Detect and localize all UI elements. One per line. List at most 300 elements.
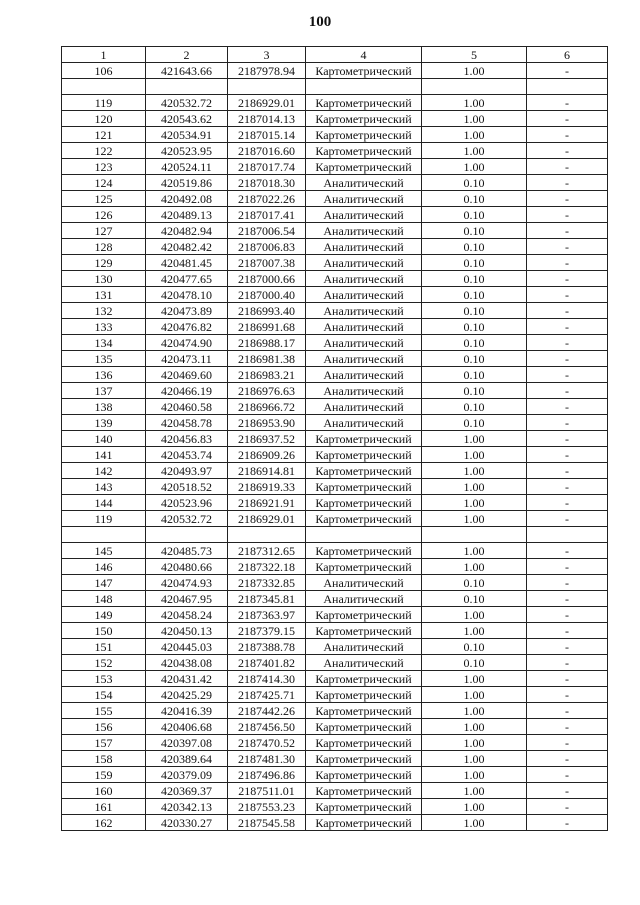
column-header: 3 (228, 47, 306, 63)
accuracy-cell: 0.10 (422, 287, 527, 303)
point-number-cell: 140 (62, 431, 146, 447)
method-cell: Картометрический (306, 63, 422, 79)
x-coordinate-cell: 420473.11 (146, 351, 228, 367)
note-cell: - (527, 655, 608, 671)
y-coordinate-cell: 2187456.50 (228, 719, 306, 735)
point-number-cell: 136 (62, 367, 146, 383)
x-coordinate-cell: 420425.29 (146, 687, 228, 703)
y-coordinate-cell (228, 527, 306, 543)
accuracy-cell: 0.10 (422, 351, 527, 367)
table-row (62, 351, 608, 367)
accuracy-cell: 1.00 (422, 687, 527, 703)
note-cell: - (527, 623, 608, 639)
point-number-cell: 142 (62, 463, 146, 479)
y-coordinate-cell: 2187511.01 (228, 783, 306, 799)
y-coordinate-cell: 2187978.94 (228, 63, 306, 79)
accuracy-cell: 1.00 (422, 671, 527, 687)
note-cell (527, 527, 608, 543)
note-cell: - (527, 303, 608, 319)
x-coordinate-cell: 420460.58 (146, 399, 228, 415)
method-cell: Картометрический (306, 511, 422, 527)
point-number-cell: 127 (62, 223, 146, 239)
y-coordinate-cell: 2187017.74 (228, 159, 306, 175)
accuracy-cell: 0.10 (422, 255, 527, 271)
point-number-cell: 144 (62, 495, 146, 511)
table-row (62, 207, 608, 223)
accuracy-cell: 1.00 (422, 623, 527, 639)
point-number-cell: 125 (62, 191, 146, 207)
x-coordinate-cell: 420493.97 (146, 463, 228, 479)
table-row (62, 671, 608, 687)
note-cell: - (527, 495, 608, 511)
accuracy-cell: 1.00 (422, 431, 527, 447)
method-cell: Картометрический (306, 719, 422, 735)
y-coordinate-cell: 2187545.58 (228, 815, 306, 831)
method-cell: Аналитический (306, 319, 422, 335)
table-row (62, 559, 608, 575)
accuracy-cell: 1.00 (422, 703, 527, 719)
table-row (62, 719, 608, 735)
note-cell: - (527, 207, 608, 223)
accuracy-cell: 1.00 (422, 735, 527, 751)
table-row (62, 623, 608, 639)
x-coordinate-cell: 420416.39 (146, 703, 228, 719)
note-cell: - (527, 639, 608, 655)
y-coordinate-cell: 2186937.52 (228, 431, 306, 447)
x-coordinate-cell: 420379.09 (146, 767, 228, 783)
x-coordinate-cell: 420369.37 (146, 783, 228, 799)
accuracy-cell: 1.00 (422, 607, 527, 623)
y-coordinate-cell: 2187442.26 (228, 703, 306, 719)
x-coordinate-cell: 420474.90 (146, 335, 228, 351)
note-cell: - (527, 799, 608, 815)
note-cell: - (527, 111, 608, 127)
note-cell: - (527, 351, 608, 367)
point-number-cell: 126 (62, 207, 146, 223)
x-coordinate-cell: 420473.89 (146, 303, 228, 319)
y-coordinate-cell: 2187016.60 (228, 143, 306, 159)
note-cell: - (527, 543, 608, 559)
method-cell: Аналитический (306, 655, 422, 671)
accuracy-cell: 1.00 (422, 511, 527, 527)
method-cell: Аналитический (306, 399, 422, 415)
x-coordinate-cell: 420482.42 (146, 239, 228, 255)
note-cell: - (527, 159, 608, 175)
point-number-cell: 129 (62, 255, 146, 271)
y-coordinate-cell: 2187496.86 (228, 767, 306, 783)
method-cell: Аналитический (306, 255, 422, 271)
point-number-cell: 123 (62, 159, 146, 175)
accuracy-cell: 1.00 (422, 751, 527, 767)
method-cell: Аналитический (306, 639, 422, 655)
point-number-cell: 139 (62, 415, 146, 431)
x-coordinate-cell: 420330.27 (146, 815, 228, 831)
x-coordinate-cell: 420476.82 (146, 319, 228, 335)
method-cell: Картометрический (306, 447, 422, 463)
point-number-cell: 145 (62, 543, 146, 559)
point-number-cell: 138 (62, 399, 146, 415)
point-number-cell: 137 (62, 383, 146, 399)
table-row (62, 367, 608, 383)
point-number-cell: 119 (62, 95, 146, 111)
note-cell: - (527, 671, 608, 687)
note-cell: - (527, 463, 608, 479)
y-coordinate-cell: 2187014.13 (228, 111, 306, 127)
accuracy-cell: 1.00 (422, 127, 527, 143)
x-coordinate-cell: 420389.64 (146, 751, 228, 767)
y-coordinate-cell: 2187007.38 (228, 255, 306, 271)
point-number-cell: 141 (62, 447, 146, 463)
x-coordinate-cell: 420342.13 (146, 799, 228, 815)
table-row (62, 319, 608, 335)
table-row (62, 127, 608, 143)
method-cell: Картометрический (306, 111, 422, 127)
note-cell: - (527, 783, 608, 799)
table-row (62, 511, 608, 527)
x-coordinate-cell: 420445.03 (146, 639, 228, 655)
note-cell: - (527, 399, 608, 415)
accuracy-cell: 1.00 (422, 719, 527, 735)
table-row (62, 783, 608, 799)
method-cell: Аналитический (306, 367, 422, 383)
note-cell: - (527, 223, 608, 239)
table-row (62, 751, 608, 767)
y-coordinate-cell (228, 79, 306, 95)
accuracy-cell: 1.00 (422, 463, 527, 479)
method-cell: Картометрический (306, 751, 422, 767)
x-coordinate-cell: 420482.94 (146, 223, 228, 239)
method-cell: Аналитический (306, 303, 422, 319)
y-coordinate-cell: 2187000.66 (228, 271, 306, 287)
note-cell: - (527, 287, 608, 303)
accuracy-cell: 0.10 (422, 239, 527, 255)
table-row (62, 703, 608, 719)
x-coordinate-cell: 420450.13 (146, 623, 228, 639)
y-coordinate-cell: 2187379.15 (228, 623, 306, 639)
table-row (62, 159, 608, 175)
accuracy-cell: 0.10 (422, 175, 527, 191)
y-coordinate-cell: 2187553.23 (228, 799, 306, 815)
y-coordinate-cell: 2187363.97 (228, 607, 306, 623)
column-header: 6 (527, 47, 608, 63)
point-number-cell: 160 (62, 783, 146, 799)
x-coordinate-cell: 420478.10 (146, 287, 228, 303)
method-cell: Картометрический (306, 687, 422, 703)
note-cell: - (527, 335, 608, 351)
accuracy-cell: 0.10 (422, 383, 527, 399)
y-coordinate-cell: 2186921.91 (228, 495, 306, 511)
point-number-cell (62, 79, 146, 95)
method-cell: Картометрический (306, 671, 422, 687)
method-cell: Картометрический (306, 799, 422, 815)
accuracy-cell: 1.00 (422, 559, 527, 575)
table-row (62, 399, 608, 415)
table-row (62, 495, 608, 511)
method-cell: Картометрический (306, 543, 422, 559)
table-row (62, 607, 608, 623)
y-coordinate-cell: 2187470.52 (228, 735, 306, 751)
method-cell: Картометрический (306, 623, 422, 639)
x-coordinate-cell: 420406.68 (146, 719, 228, 735)
accuracy-cell (422, 79, 527, 95)
note-cell: - (527, 575, 608, 591)
x-coordinate-cell: 420534.91 (146, 127, 228, 143)
accuracy-cell: 1.00 (422, 799, 527, 815)
y-coordinate-cell: 2186914.81 (228, 463, 306, 479)
table-row (62, 543, 608, 559)
point-number-cell: 148 (62, 591, 146, 607)
method-cell: Аналитический (306, 575, 422, 591)
accuracy-cell: 1.00 (422, 63, 527, 79)
table-row (62, 175, 608, 191)
method-cell: Аналитический (306, 271, 422, 287)
point-number-cell: 155 (62, 703, 146, 719)
y-coordinate-cell: 2187481.30 (228, 751, 306, 767)
table-row (62, 767, 608, 783)
note-cell: - (527, 591, 608, 607)
accuracy-cell: 0.10 (422, 399, 527, 415)
table-body (62, 63, 608, 831)
x-coordinate-cell (146, 527, 228, 543)
y-coordinate-cell: 2187015.14 (228, 127, 306, 143)
x-coordinate-cell: 420397.08 (146, 735, 228, 751)
x-coordinate-cell: 420532.72 (146, 95, 228, 111)
method-cell: Картометрический (306, 127, 422, 143)
method-cell: Аналитический (306, 175, 422, 191)
note-cell: - (527, 415, 608, 431)
note-cell: - (527, 751, 608, 767)
accuracy-cell: 1.00 (422, 815, 527, 831)
accuracy-cell: 1.00 (422, 159, 527, 175)
method-cell: Аналитический (306, 415, 422, 431)
table-row (62, 239, 608, 255)
table-row (62, 687, 608, 703)
point-number-cell: 143 (62, 479, 146, 495)
accuracy-cell: 0.10 (422, 271, 527, 287)
y-coordinate-cell: 2186981.38 (228, 351, 306, 367)
x-coordinate-cell: 420489.13 (146, 207, 228, 223)
y-coordinate-cell: 2186929.01 (228, 511, 306, 527)
method-cell: Картометрический (306, 735, 422, 751)
table-row (62, 63, 608, 79)
table-row (62, 255, 608, 271)
column-header: 1 (62, 47, 146, 63)
point-number-cell: 121 (62, 127, 146, 143)
table-row (62, 111, 608, 127)
column-header: 2 (146, 47, 228, 63)
y-coordinate-cell: 2187388.78 (228, 639, 306, 655)
accuracy-cell: 0.10 (422, 367, 527, 383)
note-cell: - (527, 255, 608, 271)
table-row (62, 479, 608, 495)
method-cell: Аналитический (306, 207, 422, 223)
y-coordinate-cell: 2186976.63 (228, 383, 306, 399)
accuracy-cell: 0.10 (422, 575, 527, 591)
accuracy-cell: 1.00 (422, 543, 527, 559)
table-header (62, 47, 608, 63)
note-cell: - (527, 431, 608, 447)
y-coordinate-cell: 2187322.18 (228, 559, 306, 575)
point-number-cell: 120 (62, 111, 146, 127)
note-cell: - (527, 319, 608, 335)
x-coordinate-cell: 420431.42 (146, 671, 228, 687)
table-row (62, 639, 608, 655)
method-cell: Картометрический (306, 431, 422, 447)
point-number-cell: 152 (62, 655, 146, 671)
table-row (62, 463, 608, 479)
note-cell: - (527, 271, 608, 287)
table-row (62, 303, 608, 319)
accuracy-cell: 0.10 (422, 415, 527, 431)
page-number: 100 (308, 14, 332, 30)
accuracy-cell: 1.00 (422, 479, 527, 495)
point-number-cell: 150 (62, 623, 146, 639)
method-cell: Картометрический (306, 703, 422, 719)
table-row (62, 287, 608, 303)
point-number-cell: 106 (62, 63, 146, 79)
point-number-cell: 122 (62, 143, 146, 159)
method-cell: Картометрический (306, 479, 422, 495)
accuracy-cell: 1.00 (422, 767, 527, 783)
y-coordinate-cell: 2187414.30 (228, 671, 306, 687)
x-coordinate-cell: 420543.62 (146, 111, 228, 127)
table-row (62, 223, 608, 239)
note-cell: - (527, 191, 608, 207)
x-coordinate-cell: 420492.08 (146, 191, 228, 207)
method-cell: Картометрический (306, 463, 422, 479)
y-coordinate-cell: 2186993.40 (228, 303, 306, 319)
accuracy-cell: 0.10 (422, 191, 527, 207)
point-number-cell: 135 (62, 351, 146, 367)
accuracy-cell: 0.10 (422, 655, 527, 671)
accuracy-cell: 1.00 (422, 143, 527, 159)
table-row (62, 95, 608, 111)
method-cell: Аналитический (306, 383, 422, 399)
accuracy-cell: 0.10 (422, 223, 527, 239)
method-cell: Аналитический (306, 351, 422, 367)
note-cell: - (527, 687, 608, 703)
accuracy-cell: 0.10 (422, 335, 527, 351)
note-cell: - (527, 703, 608, 719)
x-coordinate-cell: 420456.83 (146, 431, 228, 447)
note-cell: - (527, 735, 608, 751)
table-row (62, 271, 608, 287)
x-coordinate-cell: 420532.72 (146, 511, 228, 527)
table-row (62, 415, 608, 431)
x-coordinate-cell: 420438.08 (146, 655, 228, 671)
method-cell: Аналитический (306, 335, 422, 351)
y-coordinate-cell: 2186988.17 (228, 335, 306, 351)
table-row (62, 655, 608, 671)
method-cell: Картометрический (306, 159, 422, 175)
note-cell: - (527, 479, 608, 495)
y-coordinate-cell: 2187006.83 (228, 239, 306, 255)
point-number-cell: 154 (62, 687, 146, 703)
table-row (62, 575, 608, 591)
x-coordinate-cell: 420467.95 (146, 591, 228, 607)
point-number-cell: 156 (62, 719, 146, 735)
x-coordinate-cell (146, 79, 228, 95)
note-cell: - (527, 127, 608, 143)
accuracy-cell: 0.10 (422, 303, 527, 319)
x-coordinate-cell: 420480.66 (146, 559, 228, 575)
accuracy-cell (422, 527, 527, 543)
note-cell: - (527, 63, 608, 79)
method-cell: Картометрический (306, 783, 422, 799)
note-cell: - (527, 719, 608, 735)
note-cell: - (527, 367, 608, 383)
x-coordinate-cell: 420458.78 (146, 415, 228, 431)
table-row (62, 447, 608, 463)
method-cell: Картометрический (306, 815, 422, 831)
table-row (62, 79, 608, 95)
method-cell: Аналитический (306, 223, 422, 239)
x-coordinate-cell: 420523.95 (146, 143, 228, 159)
y-coordinate-cell: 2187022.26 (228, 191, 306, 207)
x-coordinate-cell: 420453.74 (146, 447, 228, 463)
x-coordinate-cell: 421643.66 (146, 63, 228, 79)
y-coordinate-cell: 2187332.85 (228, 575, 306, 591)
accuracy-cell: 1.00 (422, 95, 527, 111)
note-cell: - (527, 511, 608, 527)
y-coordinate-cell: 2186919.33 (228, 479, 306, 495)
method-cell: Аналитический (306, 191, 422, 207)
method-cell: Картометрический (306, 143, 422, 159)
note-cell (527, 79, 608, 95)
method-cell (306, 527, 422, 543)
x-coordinate-cell: 420458.24 (146, 607, 228, 623)
accuracy-cell: 1.00 (422, 495, 527, 511)
header-row (62, 47, 608, 63)
note-cell: - (527, 607, 608, 623)
y-coordinate-cell: 2187425.71 (228, 687, 306, 703)
table-row (62, 799, 608, 815)
point-number-cell: 134 (62, 335, 146, 351)
point-number-cell: 159 (62, 767, 146, 783)
accuracy-cell: 0.10 (422, 591, 527, 607)
note-cell: - (527, 95, 608, 111)
table-row (62, 335, 608, 351)
point-number-cell: 131 (62, 287, 146, 303)
accuracy-cell: 0.10 (422, 207, 527, 223)
y-coordinate-cell: 2187018.30 (228, 175, 306, 191)
coordinates-table (61, 46, 608, 831)
x-coordinate-cell: 420474.93 (146, 575, 228, 591)
table-row (62, 815, 608, 831)
x-coordinate-cell: 420523.96 (146, 495, 228, 511)
table-row (62, 143, 608, 159)
point-number-cell: 132 (62, 303, 146, 319)
table-row (62, 527, 608, 543)
note-cell: - (527, 815, 608, 831)
point-number-cell: 157 (62, 735, 146, 751)
x-coordinate-cell: 420524.11 (146, 159, 228, 175)
x-coordinate-cell: 420485.73 (146, 543, 228, 559)
method-cell: Аналитический (306, 591, 422, 607)
y-coordinate-cell: 2187401.82 (228, 655, 306, 671)
y-coordinate-cell: 2187312.65 (228, 543, 306, 559)
method-cell: Аналитический (306, 239, 422, 255)
point-number-cell: 133 (62, 319, 146, 335)
point-number-cell: 124 (62, 175, 146, 191)
accuracy-cell: 0.10 (422, 639, 527, 655)
point-number-cell: 161 (62, 799, 146, 815)
note-cell: - (527, 383, 608, 399)
point-number-cell: 153 (62, 671, 146, 687)
accuracy-cell: 0.10 (422, 319, 527, 335)
point-number-cell: 130 (62, 271, 146, 287)
note-cell: - (527, 447, 608, 463)
